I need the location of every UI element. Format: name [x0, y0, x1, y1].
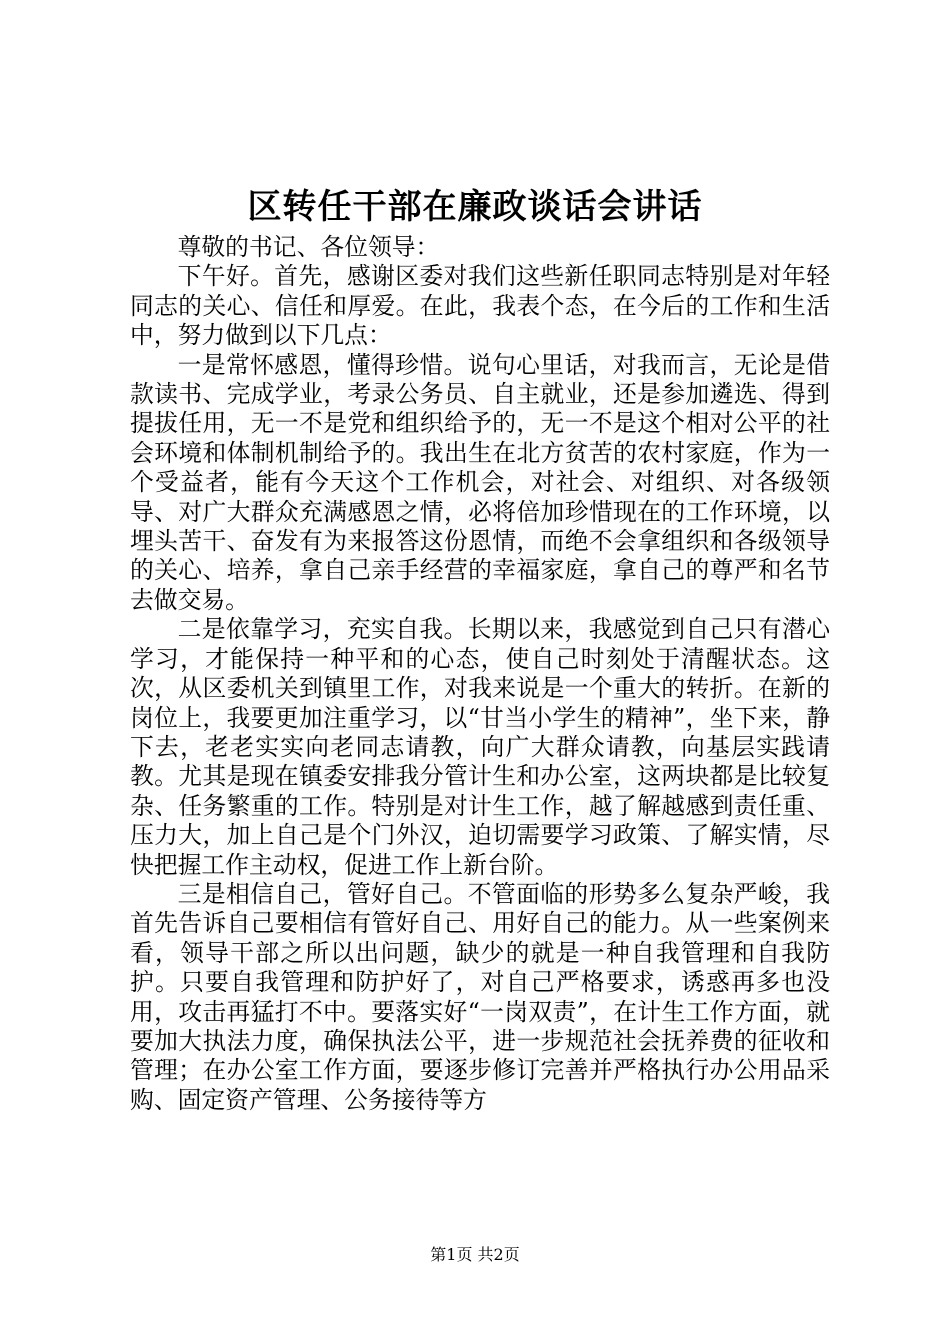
salutation-paragraph: 尊敬的书记、各位领导：	[177, 233, 440, 261]
document-body	[130, 233, 830, 1115]
body-paragraph: 三是相信自己，管好自己。不管面临的形势多么复杂严峻，我首先告诉自己要相信有管好自己、用好自己的能力。从一些案例来看，领导干部之所以出问题，缺少的就是一种自我管理和自我防护。只要自我管理和防护好了，对自己严格要求，诱惑再多也没用，攻击再猛打不中。要落实好“一岗双责”，在计生工作方面，就要加大执法力度，确保执法公平，进一步规范社会抚养费的征收和管理；在办公室工作方面，要逐步修订完善并严格执行办公用品采购、固定资产管理、公务接待等方	[130, 879, 830, 1114]
body-paragraph: 二是依靠学习，充实自我。长期以来，我感觉到自己只有潜心学习，才能保持一种平和的心态，使自己时刻处于清醒状态。这次，从区委机关到镇里工作，对我来说是一个重大的转折。在新的岗位上，我要更加注重学习，以“甘当小学生的精神”，坐下来，静下去，老老实实向老同志请教，向广大群众请教，向基层实践请教。尤其是现在镇委安排我分管计生和办公室，这两块都是比较复杂、任务繁重的工作。特别是对计生工作，越了解越感到责任重、压力大，加上自己是个门外汉，迫切需要学习政策、了解实情，尽快把握工作主动权，促进工作上新台阶。	[130, 615, 830, 879]
body-paragraph: 一是常怀感恩，懂得珍惜。说句心里话，对我而言，无论是借款读书、完成学业，考录公务员、自主就业，还是参加遴选、得到提拔任用，无一不是党和组织给予的，无一不是这个相对公平的社会环境和体制机制给予的。我出生在北方贫苦的农村家庭，作为一个受益者，能有今天这个工作机会，对社会、对组织、对各级领导、对广大群众充满感恩之情，必将倍加珍惜现在的工作环境，以埋头苦干、奋发有为来报答这份恩情，而绝不会拿组织和各级领导的关心、培养，拿自己亲手经营的幸福家庭，拿自己的尊严和名节去做交易。	[130, 350, 830, 614]
document-title: 区转任干部在廉政谈话会讲话	[247, 187, 703, 227]
body-paragraph: 下午好。首先，感谢区委对我们这些新任职同志特别是对年轻同志的关心、信任和厚爱。在此，我表个态，在今后的工作和生活中，努力做到以下几点：	[130, 262, 830, 350]
page-number-footer: 第1页 共2页	[430, 1245, 520, 1264]
